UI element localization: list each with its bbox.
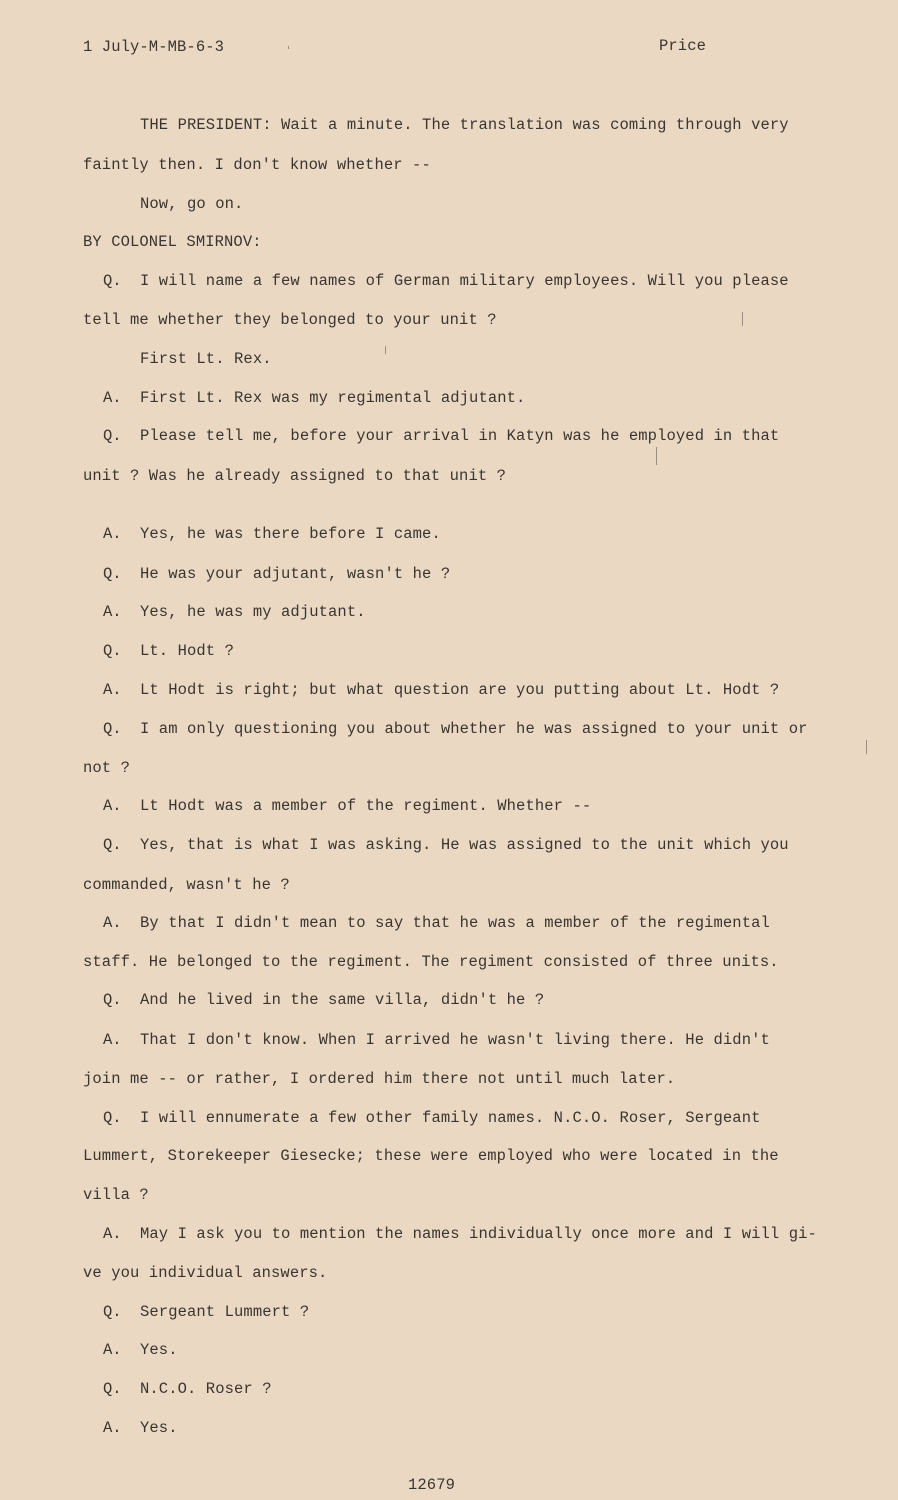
answer-line: Lt Hodt was a member of the regiment. Whether --	[140, 797, 592, 815]
president-line: THE PRESIDENT: Wait a minute. The translation was coming through very	[140, 116, 789, 134]
a-label: A.	[103, 914, 122, 932]
answer-line-cont: join me -- or rather, I ordered him there not until much later.	[83, 1070, 676, 1088]
a-label: A.	[103, 525, 122, 543]
examiner-heading: BY COLONEL SMIRNOV:	[83, 233, 262, 251]
paper-mark	[656, 447, 657, 465]
q-label: Q.	[103, 1109, 122, 1127]
answer-line: First Lt. Rex was my regimental adjutant.	[140, 389, 526, 407]
page-number: 12679	[408, 1476, 456, 1494]
paper-mark	[385, 346, 386, 354]
question-line: He was your adjutant, wasn't he ?	[140, 565, 451, 583]
answer-line: By that I didn't mean to say that he was a member of the regimental	[140, 914, 770, 932]
question-line-cont: villa ?	[83, 1186, 149, 1204]
go-on-line: Now, go on.	[140, 195, 244, 213]
paper-mark	[288, 46, 289, 49]
q-label: Q.	[103, 427, 122, 445]
question-line: And he lived in the same villa, didn't he ?	[140, 991, 545, 1009]
answer-line: That I don't know. When I arrived he wasn't living there. He didn't	[140, 1031, 770, 1049]
question-line-cont: not ?	[83, 759, 131, 777]
q-label: Q.	[103, 272, 122, 290]
answer-line: Lt Hodt is right; but what question are you putting about Lt. Hodt ?	[140, 681, 780, 699]
header-right: Price	[659, 37, 707, 55]
q-label: Q.	[103, 565, 122, 583]
a-label: A.	[103, 1341, 122, 1359]
a-label: A.	[103, 1031, 122, 1049]
question-line-cont: tell me whether they belonged to your unit ?	[83, 311, 497, 329]
question-line: Please tell me, before your arrival in Katyn was he employed in that	[140, 427, 780, 445]
answer-line: Yes, he was there before I came.	[140, 525, 441, 543]
question-line: I will ennumerate a few other family names. N.C.O. Roser, Sergeant	[140, 1109, 761, 1127]
q-label: Q.	[103, 836, 122, 854]
question-line-cont: First Lt. Rex.	[140, 350, 272, 368]
a-label: A.	[103, 1419, 122, 1437]
question-line: N.C.O. Roser ?	[140, 1380, 272, 1398]
question-line-cont: commanded, wasn't he ?	[83, 876, 290, 894]
answer-line-cont: staff. He belonged to the regiment. The regiment consisted of three units.	[83, 953, 779, 971]
question-line: I will name a few names of German military employees. Will you please	[140, 272, 789, 290]
header-left: 1 July-M-MB-6-3	[83, 38, 225, 56]
question-line: Lt. Hodt ?	[140, 642, 235, 660]
question-line: I am only questioning you about whether he was assigned to your unit or	[140, 720, 808, 738]
answer-line: Yes, he was my adjutant.	[140, 603, 366, 621]
president-line-cont: faintly then. I don't know whether --	[83, 156, 431, 174]
question-line-cont: unit ? Was he already assigned to that unit ?	[83, 467, 507, 485]
a-label: A.	[103, 681, 122, 699]
q-label: Q.	[103, 991, 122, 1009]
paper-mark	[742, 312, 743, 326]
a-label: A.	[103, 1225, 122, 1243]
paper-mark	[866, 740, 867, 754]
a-label: A.	[103, 797, 122, 815]
answer-line: Yes.	[140, 1419, 178, 1437]
question-line: Sergeant Lummert ?	[140, 1303, 310, 1321]
question-line: Yes, that is what I was asking. He was assigned to the unit which you	[140, 836, 789, 854]
answer-line-cont: ve you individual answers.	[83, 1264, 328, 1282]
question-line-cont: Lummert, Storekeeper Giesecke; these were employed who were located in the	[83, 1147, 779, 1165]
q-label: Q.	[103, 1303, 122, 1321]
q-label: Q.	[103, 720, 122, 738]
q-label: Q.	[103, 642, 122, 660]
answer-line: Yes.	[140, 1341, 178, 1359]
q-label: Q.	[103, 1380, 122, 1398]
a-label: A.	[103, 389, 122, 407]
a-label: A.	[103, 603, 122, 621]
answer-line: May I ask you to mention the names individually once more and I will gi-	[140, 1225, 817, 1243]
